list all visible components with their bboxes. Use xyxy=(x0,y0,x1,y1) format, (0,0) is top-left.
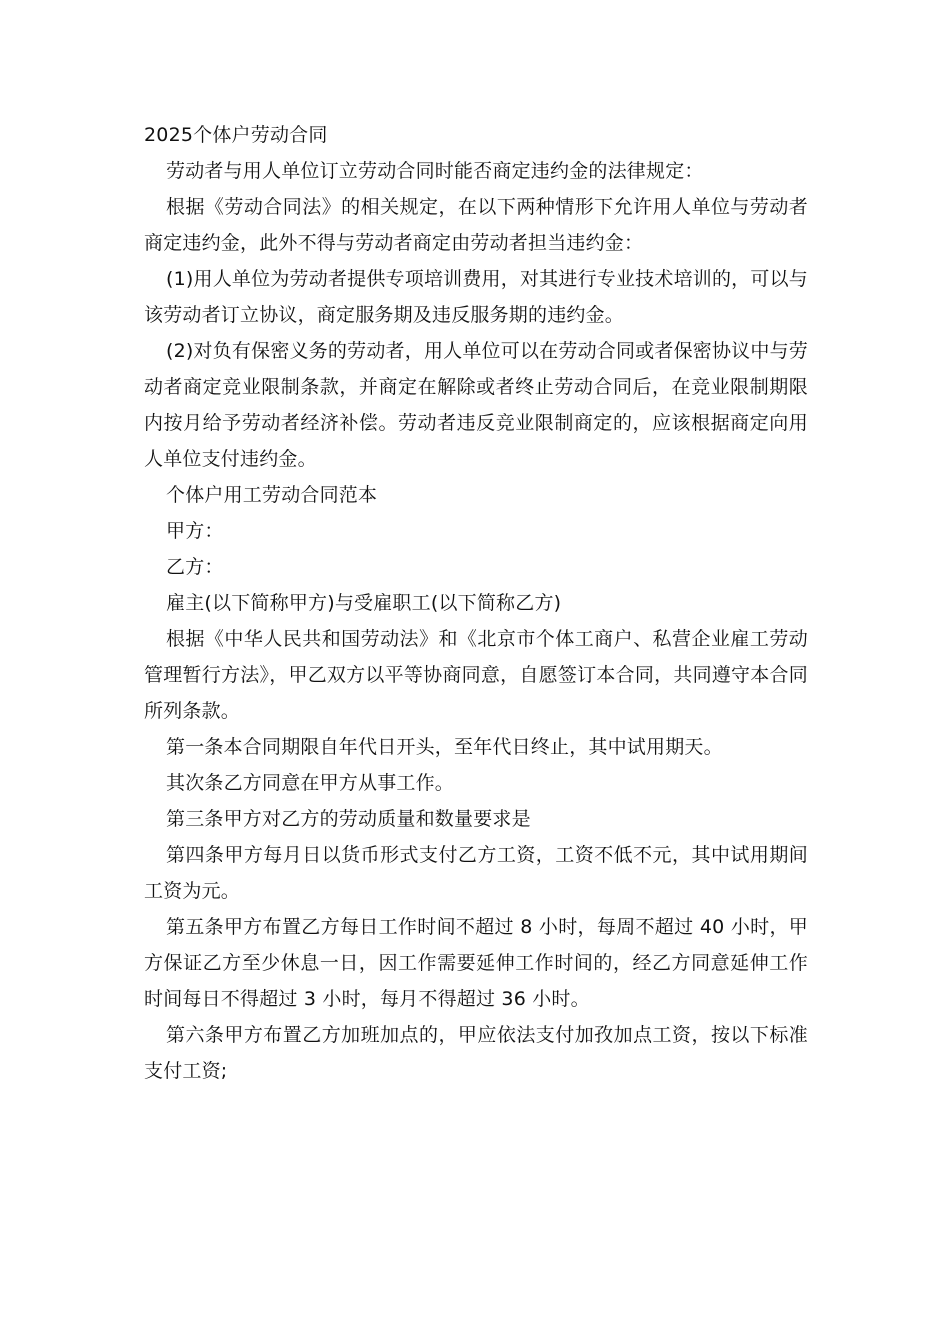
paragraph-article-2: 其次条乙方同意在甲方从事工作。 xyxy=(166,772,455,794)
paragraph-article-4: 第四条甲方每月日以货币形式支付乙方工资，工资不低不元，其中试用期间工资为元。 xyxy=(144,844,808,902)
document-body xyxy=(144,117,808,1089)
paragraph-template-heading: 个体户用工劳动合同范本 xyxy=(166,484,378,506)
paragraph-parties-definition: 雇主(以下简称甲方)与受雇职工(以下简称乙方) xyxy=(166,592,562,614)
paragraph-party-b: 乙方： xyxy=(166,556,224,578)
document-title: 2025个体户劳动合同 xyxy=(144,124,328,146)
paragraph-article-1: 第一条本合同期限自年代日开头，至年代日终止，其中试用期天。 xyxy=(166,736,723,758)
paragraph-legal-reference: 根据《中华人民共和国劳动法》和《北京市个体工商户、私营企业雇工劳动管理暂行方法》，甲乙双方以平等协商同意，自愿签订本合同，共同遵守本合同所列条款。 xyxy=(144,628,808,722)
paragraph-penalty-question: 劳动者与用人单位订立劳动合同时能否商定违约金的法律规定： xyxy=(166,160,704,182)
paragraph-legal-basis: 根据《劳动合同法》的相关规定，在以下两种情形下允许用人单位与劳动者商定违约金，此外不得与劳动者商定由劳动者担当违约金： xyxy=(144,196,808,254)
paragraph-party-a: 甲方： xyxy=(166,520,224,542)
paragraph-article-3: 第三条甲方对乙方的劳动质量和数量要求是 xyxy=(166,808,531,830)
paragraph-article-5: 第五条甲方布置乙方每日工作时间不超过 8 小时，每周不超过 40 小时，甲方保证乙方至少休息一日，因工作需要延伸工作时间的，经乙方同意延伸工作时间每日不得超过 3 小时，每月不得超过 36 小时。 xyxy=(144,916,808,1010)
paragraph-case-training: (1)用人单位为劳动者提供专项培训费用，对其进行专业技术培训的，可以与该劳动者订立协议，商定服务期及违反服务期的违约金。 xyxy=(144,268,808,326)
paragraph-article-6: 第六条甲方布置乙方加班加点的，甲应依法支付加孜加点工资，按以下标准支付工资; xyxy=(144,1024,808,1082)
paragraph-case-confidentiality: (2)对负有保密义务的劳动者，用人单位可以在劳动合同或者保密协议中与劳动者商定竞业限制条款，并商定在解除或者终止劳动合同后，在竞业限制期限内按月给予劳动者经济补偿。劳动者违反竞业限制商定的，应该根据商定向用人单位支付违约金。 xyxy=(144,340,808,470)
